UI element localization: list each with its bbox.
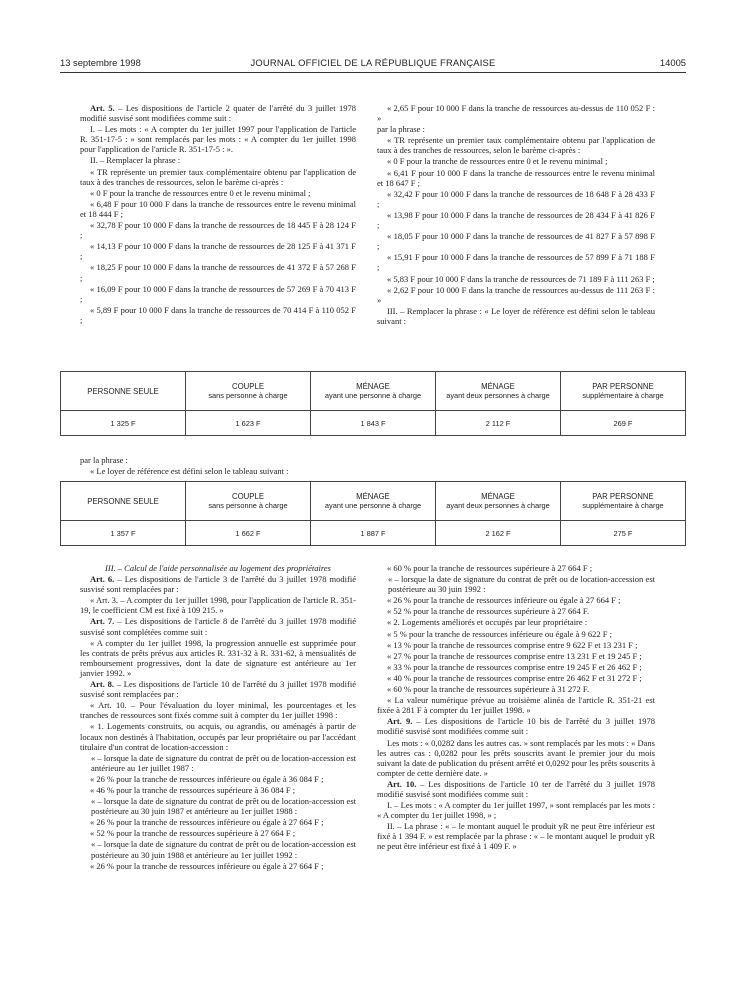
th-couple: COUPLE sans personne à charge	[186, 482, 311, 521]
paragraph-text: – Les dispositions de l'article 8 de l'arrêté du 3 juillet 1978 modifié susvisé sont complétées comme suit :	[80, 616, 356, 637]
paragraph	[377, 252, 655, 272]
th-par-personne: PAR PERSONNE supplémentaire à charge	[561, 482, 686, 521]
paragraph	[80, 241, 356, 261]
paragraph-text: « 5 % pour la tranche de ressources inférieure ou égale à 9 622 F ;	[387, 628, 612, 639]
paragraph-text: – Les dispositions de l'article 10 ter de l'arrêté du 3 juillet 1978 modifié susvisé sont modifiées comme suit :	[377, 778, 655, 799]
paragraph-text: I. – Les mots : « A compter du 1er juillet 1997 pour l'application de l'article R. 351-17-5 : » sont remplacés par les mots : « A compter du 1er juillet 1998 pour l'application de l'article R. 351-17-5 : ».	[80, 124, 356, 155]
article-number: Art. 9.	[387, 716, 413, 727]
paragraph	[377, 629, 655, 639]
th-par-personne: PAR PERSONNE supplémentaire à charge	[561, 372, 686, 411]
table-value-row	[61, 521, 686, 546]
paragraph	[377, 606, 655, 616]
table-cell: 1 357 F	[61, 521, 186, 546]
paragraph-text: « 1. Logements construits, ou acquis, ou agrandis, ou aménagés à partir de locaux non destinés à l'habitation, occupés par leur propriétaire ou par l'accédant titulaire d'un contrat de location-accession :	[80, 721, 356, 752]
paragraph-text: « 5,89 F pour 10 000 F dans la tranche de ressources de 70 414 F à 110 052 F ;	[80, 304, 356, 325]
paragraph	[377, 103, 655, 123]
rent-table-new	[60, 481, 686, 546]
paragraph	[377, 306, 655, 326]
th-couple: COUPLE sans personne à charge	[186, 372, 311, 411]
table-cell: 1 623 F	[186, 411, 311, 436]
paragraph	[80, 199, 356, 219]
paragraph	[377, 684, 655, 694]
paragraph-text: III. – Remplacer la phrase : « Le loyer de référence est défini selon le tableau suivant :	[377, 305, 655, 326]
paragraph-text: « Art. 10. – Pour l'évaluation du loyer minimal, les pourcentages et les tranches de ressources sont fixés comme suit à compter du 1er juillet 1998 :	[80, 700, 356, 721]
paragraph	[377, 274, 655, 284]
paragraph-text: – Les dispositions de l'article 2 quater de l'arrêté du 3 juillet 1978 modifié susvisé sont modifiées comme suit :	[80, 103, 356, 124]
th-personne-seule: PERSONNE SEULE	[61, 372, 186, 411]
table-cell: 269 F	[561, 411, 686, 436]
paragraph	[80, 785, 356, 795]
paragraph	[377, 156, 655, 166]
paragraph	[80, 155, 356, 165]
paragraph	[377, 168, 655, 188]
paragraph-text: II. – La phrase : « – le montant auquel le produit yR ne peut être inférieur est fixé à 1 394 F. » est remplacée par la phrase : « – le montant auquel le produit yR ne peut être inférieur est fixé à 1 409 F. »	[377, 821, 655, 852]
paragraph	[377, 231, 655, 251]
paragraph	[377, 210, 655, 230]
header-page-number: 14005	[659, 57, 686, 68]
table-cell: 2 162 F	[436, 521, 561, 546]
paragraph	[80, 188, 356, 198]
paragraph-text: « 2,65 F pour 10 000 F dans la tranche de ressources au-dessus de 110 052 F : »	[377, 103, 655, 124]
paragraph-text: « 13,98 F pour 10 000 F dans la tranche de ressources de 28 434 F à 41 826 F ;	[377, 209, 655, 231]
paragraph	[377, 640, 655, 650]
paragraph-text: « – lorsque la date de signature du contrat de prêt ou de location-accession est postérieure au 30 juin 1987 et antérieure au 1er juillet 1988 :	[91, 796, 356, 817]
paragraph-text: « – lorsque la date de signature du contrat de prêt ou de location-accession est postérieure au 30 juin 1988 et antérieure au 1er juillet 1992 :	[91, 839, 356, 860]
paragraph-text: « 18,05 F pour 10 000 F dans la tranche de ressources de 41 827 F à 57 898 F ;	[377, 231, 655, 252]
paragraph	[80, 861, 356, 871]
paragraph-text: – Les dispositions de l'article 3 de l'arrêté du 3 juillet 1978 modifié susvisé sont remplacées par :	[80, 574, 356, 595]
paragraph-text: – Les dispositions de l'article 10 de l'arrêté du 3 juillet 1978 modifié susvisé sont remplacées par :	[80, 679, 356, 700]
paragraph	[80, 103, 356, 123]
paragraph-text: « – lorsque la date de signature du contrat de prêt ou de location-accession est postérieure au 30 juin 1992 :	[388, 574, 655, 595]
paragraph-text: « 6,41 F pour 10 000 F dans la tranche de ressources entre le revenu minimal et 18 647 F ;	[377, 167, 655, 188]
paragraph	[80, 817, 356, 827]
paragraph	[377, 779, 655, 799]
paragraph-text: III. – Calcul de l'aide personnalisée au logement des propriétaires	[105, 563, 331, 573]
paragraph-text: « La valeur numérique prévue au troisième alinéa de l'article R. 351-21 est fixée à 281 F à compter du 1er juillet 1998. »	[377, 695, 655, 716]
paragraph-text: « 26 % pour la tranche de ressources inférieure ou égale à 36 084 F ;	[90, 773, 324, 784]
paragraph	[377, 800, 655, 820]
article-number: Art. 7.	[90, 616, 115, 627]
paragraph-text: « – lorsque la date de signature du contrat de prêt ou de location-accession est antérieure au 1er juillet 1987 :	[91, 752, 356, 773]
table-header-row	[61, 482, 686, 521]
paragraph-text: II. – Remplacer la phrase :	[90, 155, 181, 166]
paragraph	[377, 189, 655, 209]
column-right-bottom	[377, 563, 655, 853]
table-cell: 1 325 F	[61, 411, 186, 436]
paragraph	[80, 284, 356, 304]
article-number: Art. 10.	[387, 778, 417, 789]
paragraph-text: « 46 % pour la tranche de ressources supérieure à 36 084 F ;	[90, 784, 296, 795]
paragraph-text: « 26 % pour la tranche de ressources inférieure ou égale à 27 664 F ;	[90, 860, 324, 871]
paragraph	[80, 595, 356, 615]
column-left-bottom	[80, 563, 356, 872]
th-menage-une: MÉNAGE ayant une personne à charge	[311, 482, 436, 521]
paragraph-text: – Les dispositions de l'article 10 bis de l'arrêté du 3 juillet 1978 modifié susvisé sont modifiées comme suit :	[377, 716, 655, 737]
paragraph	[377, 124, 655, 134]
paragraph-text: « 0 F pour la tranche de ressources entre 0 et le revenu minimal ;	[387, 156, 608, 167]
paragraph-text: « 18,25 F pour 10 000 F dans la tranche de ressources de 41 372 F à 57 268 F ;	[80, 262, 356, 283]
table-cell: 275 F	[561, 521, 686, 546]
paragraph-text: « Le loyer de référence est défini selon le tableau suivant :	[90, 466, 289, 477]
paragraph-text: « A compter du 1er juillet 1998, la progression annuelle est supprimée pour les contrats de prêts prévus aux articles R. 331-32 à R. 331-62, à mensualités de remboursement progressives, dont la date de signature est antérieure au 1er janvier 1992. »	[80, 637, 356, 678]
column-right-top	[377, 103, 655, 327]
paragraph	[377, 135, 655, 155]
paragraph	[377, 617, 655, 627]
paragraph	[80, 466, 380, 476]
header-date: 13 septembre 1998	[60, 57, 141, 68]
paragraph-text: « 52 % pour la tranche de ressources supérieure à 27 664 F.	[387, 606, 590, 617]
table-cell: 1 843 F	[311, 411, 436, 436]
paragraph	[80, 753, 356, 773]
table-cell: 2 112 F	[436, 411, 561, 436]
paragraph	[80, 616, 356, 636]
paragraph-text: I. – Les mots : « A compter du 1er juillet 1997, » sont remplacés par les mots : « A compter du 1er juillet 1998, » ;	[377, 800, 655, 821]
paragraph	[377, 662, 655, 672]
paragraph-text: « 52 % pour la tranche de ressources supérieure à 27 664 F ;	[90, 828, 296, 839]
table-header-row	[61, 372, 686, 411]
paragraph-text: par la phrase :	[377, 124, 425, 135]
table-value-row	[61, 411, 686, 436]
paragraph-text: « 33 % pour la tranche de ressources comprise entre 19 245 F et 26 462 F ;	[387, 661, 642, 672]
paragraph	[377, 574, 655, 594]
header-journal-title: JOURNAL OFFICIEL DE LA RÉPUBLIQUE FRANÇAISE	[250, 57, 496, 68]
paragraph-text: « 60 % pour la tranche de ressources supérieure à 31 272 F.	[387, 684, 590, 695]
paragraph	[80, 774, 356, 784]
paragraph	[377, 738, 655, 778]
paragraph	[377, 695, 655, 715]
paragraph	[80, 638, 356, 678]
paragraph-text: « 5,83 F pour 10 000 F dans la tranche de ressources de 71 189 F à 111 263 F ;	[387, 273, 655, 284]
paragraph	[80, 839, 356, 859]
page-header	[60, 57, 686, 71]
paragraph-text: « 60 % pour la tranche de ressources supérieure à 27 664 F ;	[387, 563, 593, 573]
paragraph	[80, 574, 356, 594]
paragraph	[80, 262, 356, 282]
paragraph	[377, 821, 655, 851]
paragraph	[80, 721, 356, 751]
paragraph	[80, 563, 356, 573]
between-tables-text	[80, 455, 380, 477]
th-menage-deux: MÉNAGE ayant deux personnes à charge	[436, 482, 561, 521]
paragraph	[377, 651, 655, 661]
paragraph	[80, 167, 356, 187]
paragraph	[377, 716, 655, 736]
paragraph-text: « 26 % pour la tranche de ressources inférieure ou égale à 27 664 F ;	[90, 817, 324, 828]
table-cell: 1 662 F	[186, 521, 311, 546]
paragraph-text: « TR représente un premier taux complémentaire obtenu par l'application de taux à des tranches de ressources, selon le barème ci-après :	[80, 166, 356, 187]
paragraph-text: Les mots : « 0,0282 dans les autres cas. » sont remplacés par les mots : « Dans les autres cas : 0,0282 pour les prêts souscrits avant le premier jour du mois suivant la date de publication du présent arrêté et 0,0292 pour les prêts souscrits à compter de cette dernière date. »	[377, 737, 655, 778]
header-rule	[60, 72, 686, 73]
paragraph-text: « 16,09 F pour 10 000 F dans la tranche de ressources de 57 269 F à 70 413 F ;	[80, 283, 356, 304]
article-number: Art. 6.	[90, 574, 115, 585]
paragraph-text: « Art. 3. – A compter du 1er juillet 1998, pour l'application de l'article R. 351-19, le coefficient CM est fixé à 109 215. »	[80, 595, 356, 616]
th-menage-une: MÉNAGE ayant une personne à charge	[311, 372, 436, 411]
table-cell: 1 887 F	[311, 521, 436, 546]
paragraph	[80, 305, 356, 325]
paragraph	[377, 595, 655, 605]
paragraph-text: « 2,62 F pour 10 000 F dans la tranche de ressources au-dessus de 111 263 F : »	[377, 284, 655, 305]
rent-table-old	[60, 371, 686, 436]
paragraph-text: « 15,91 F pour 10 000 F dans la tranche de ressources de 57 899 F à 71 188 F ;	[377, 252, 655, 273]
paragraph	[80, 679, 356, 699]
paragraph-text: « 40 % pour la tranche de ressources comprise entre 26 462 F et 31 272 F ;	[387, 672, 642, 683]
paragraph	[80, 796, 356, 816]
paragraph	[80, 220, 356, 240]
th-menage-deux: MÉNAGE ayant deux personnes à charge	[436, 372, 561, 411]
paragraph-text: « 13 % pour la tranche de ressources comprise entre 9 622 F et 13 231 F ;	[387, 639, 638, 650]
paragraph	[80, 828, 356, 838]
paragraph-text: par la phrase :	[80, 455, 128, 465]
paragraph-text: « 14,13 F pour 10 000 F dans la tranche de ressources de 28 125 F à 41 371 F ;	[80, 241, 356, 262]
paragraph-text: « 6,48 F pour 10 000 F dans la tranche de ressources entre le revenu minimal et 18 444 F ;	[80, 198, 356, 219]
th-personne-seule: PERSONNE SEULE	[61, 482, 186, 521]
paragraph	[377, 285, 655, 305]
paragraph	[80, 124, 356, 154]
paragraph-text: « 27 % pour la tranche de ressources comprise entre 13 231 F et 19 245 F ;	[387, 650, 642, 661]
paragraph	[377, 673, 655, 683]
paragraph-text: « 0 F pour la tranche de ressources entre 0 et le revenu minimal ;	[90, 187, 311, 198]
paragraph	[80, 700, 356, 720]
article-number: Art. 5.	[90, 103, 115, 113]
article-number: Art. 8.	[90, 679, 115, 690]
paragraph-text: « TR représente un premier taux complémentaire obtenu par l'application de taux à des tranches de ressources, selon le barème ci-après :	[377, 135, 655, 156]
paragraph-text: « 26 % pour la tranche de ressources inférieure ou égale à 27 664 F ;	[387, 595, 621, 606]
paragraph-text: « 2. Logements améliorés et occupés par leur propriétaire :	[387, 617, 588, 628]
paragraph-text: « 32,42 F pour 10 000 F dans la tranche de ressources de 18 648 F à 28 433 F ;	[377, 188, 655, 209]
paragraph	[377, 563, 655, 573]
paragraph-text: « 32,78 F pour 10 000 F dans la tranche de ressources de 18 445 F à 28 124 F ;	[80, 220, 356, 241]
paragraph	[80, 455, 380, 465]
column-left-top	[80, 103, 356, 326]
